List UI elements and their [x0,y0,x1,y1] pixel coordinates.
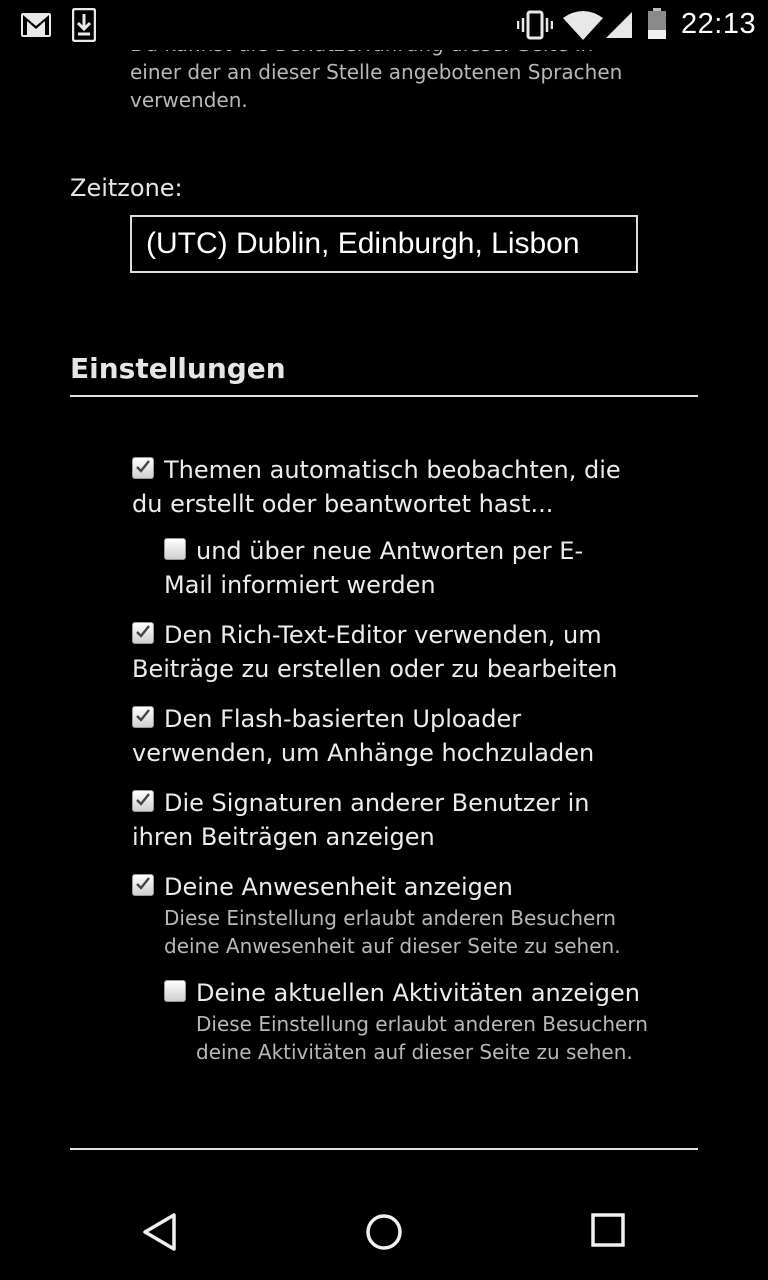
checkbox-auto-watch[interactable] [132,457,154,479]
option-show-activities[interactable] [164,976,664,1066]
download-icon [72,8,96,42]
checkbox-show-signatures[interactable] [132,790,154,812]
option-auto-watch-threads[interactable] [132,453,632,521]
option-rich-text-editor[interactable] [132,618,632,686]
option-label: Themen automatisch beobachten, die du erstellt oder beantwortet hast... [132,456,621,518]
checkmark-icon [135,876,151,892]
option-description: Diese Einstellung erlaubt anderen Besuchern deine Aktivitäten auf dieser Seite zu sehen. [196,1012,648,1064]
battery-icon [647,8,667,40]
option-show-presence[interactable] [132,870,652,960]
option-label: und über neue Antworten per E-Mail informiert werden [164,537,584,599]
checkmark-icon [135,459,151,475]
navigation-bar [0,1184,768,1280]
recents-icon[interactable] [590,1212,626,1248]
option-email-notify[interactable] [164,534,604,602]
checkmark-icon [135,708,151,724]
checkbox-show-activities[interactable] [164,980,186,1002]
form-footer-divider [70,1148,698,1150]
option-flash-uploader[interactable] [132,702,632,770]
checkbox-show-presence[interactable] [132,874,154,896]
status-time: 22:13 [681,8,757,40]
cell-signal-icon [604,10,634,40]
section-divider [70,395,698,397]
option-description: Diese Einstellung erlaubt anderen Besuchern deine Anwesenheit auf dieser Seite zu sehen. [164,906,621,958]
gmail-icon [20,12,52,38]
vibrate-icon [517,10,553,40]
option-label: Deine Anwesenheit anzeigen [164,873,513,901]
settings-section-title: Einstellungen [70,352,286,385]
checkbox-email-notify[interactable] [164,538,186,560]
option-label: Den Rich-Text-Editor verwenden, um Beiträge zu erstellen oder zu bearbeiten [132,621,618,683]
option-label: Den Flash-basierten Uploader verwenden, um Anhänge hochzuladen [132,705,595,767]
home-icon[interactable] [364,1212,404,1252]
back-icon[interactable] [140,1212,180,1252]
checkmark-icon [135,624,151,640]
checkbox-rich-text-editor[interactable] [132,622,154,644]
option-label: Die Signaturen anderer Benutzer in ihren Beiträgen anzeigen [132,789,590,851]
language-hint: einer der an dieser Stelle angebotenen Sprachen verwenden. [130,60,623,112]
timezone-label: Zeitzone: [70,174,183,202]
checkmark-icon [135,792,151,808]
checkbox-flash-uploader[interactable] [132,706,154,728]
wifi-icon [563,10,603,40]
timezone-select[interactable]: (UTC) Dublin, Edinburgh, Lisbon [130,215,638,273]
status-bar [0,0,768,50]
option-label: Deine aktuellen Aktivitäten anzeigen [196,979,641,1007]
option-show-signatures[interactable] [132,786,632,854]
